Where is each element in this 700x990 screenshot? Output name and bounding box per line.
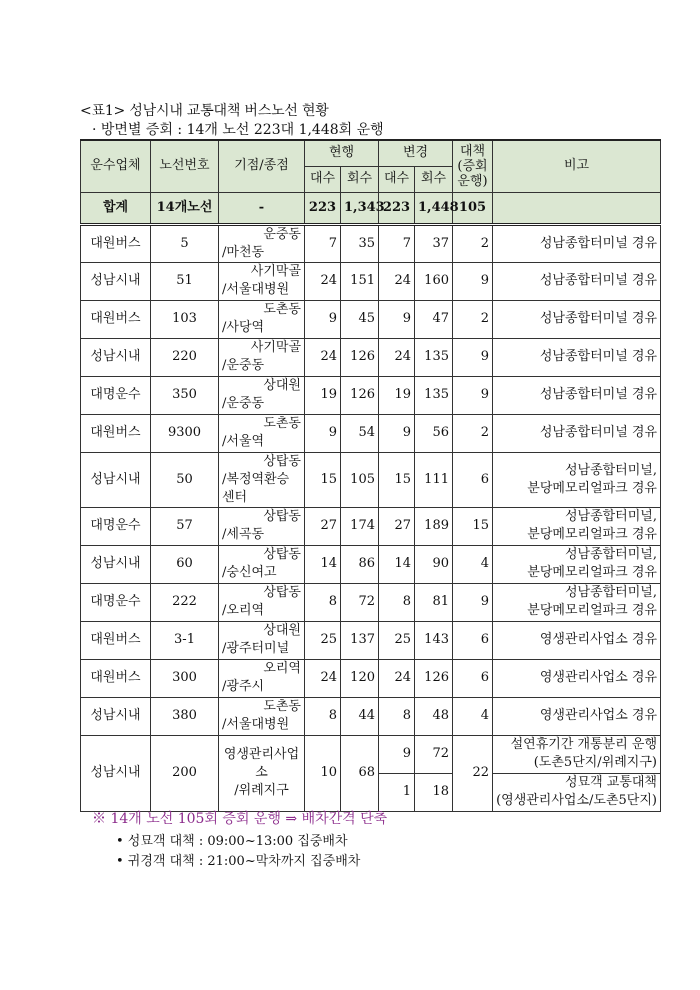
remarks-line: 성남종합터미널,	[564, 509, 657, 524]
route-number-cell: 350	[151, 376, 219, 414]
changed-count-cell: 15	[379, 452, 415, 507]
changed-count-cell: 27	[379, 507, 415, 545]
remarks-line: 분당메모리얼파크 경유	[527, 603, 657, 618]
current-runs-cell: 68	[341, 735, 379, 811]
table-row	[81, 376, 661, 414]
terminus-end: /마천동	[222, 244, 265, 260]
added-runs-cell: 4	[453, 545, 493, 583]
added-runs-cell: 2	[453, 414, 493, 452]
remarks-line: 성묘객 교통대책	[564, 775, 657, 790]
current-count-cell: 14	[305, 545, 341, 583]
changed-runs-cell: 56	[415, 414, 453, 452]
company-cell: 대원버스	[81, 621, 151, 659]
changed-count-cell: 9	[379, 414, 415, 452]
terminus-start: 영생관리사업소	[223, 747, 300, 780]
current-count-cell: 8	[305, 583, 341, 621]
terminus-cell	[219, 697, 305, 735]
changed-runs-cell: 18	[415, 773, 453, 811]
remarks-cell	[493, 545, 661, 583]
changed-count-cell: 7	[379, 224, 415, 262]
company-cell: 성남시내	[81, 338, 151, 376]
table-row	[81, 414, 661, 452]
terminus-start: 상탑동	[263, 585, 301, 600]
summary-routes: 14개노선	[151, 192, 219, 224]
header-current-count: 대수	[305, 166, 341, 192]
terminus-end: /사당역	[222, 320, 265, 335]
added-runs-cell: 6	[453, 452, 493, 507]
terminus-cell	[219, 621, 305, 659]
changed-runs-cell: 72	[415, 735, 453, 773]
remarks-cell	[493, 224, 661, 262]
added-runs-cell: 9	[453, 338, 493, 376]
table-row	[81, 452, 661, 507]
company-cell: 성남시내	[81, 697, 151, 735]
remarks-line: 분당메모리얼파크 경유	[527, 565, 657, 580]
current-runs-cell: 86	[341, 545, 379, 583]
current-runs-cell: 105	[341, 452, 379, 507]
terminus-start: 도촌동	[263, 416, 301, 431]
terminus-end: /운중동	[222, 396, 265, 411]
route-number-cell: 50	[151, 452, 219, 507]
current-runs-cell: 126	[341, 376, 379, 414]
terminus-start: 상탑동	[263, 453, 301, 469]
changed-count-cell: 24	[379, 262, 415, 300]
remarks-cell	[493, 300, 661, 338]
current-runs-cell: 120	[341, 659, 379, 697]
route-number-cell: 5	[151, 224, 219, 262]
remarks-line: 영생관리사업소 경유	[539, 708, 657, 723]
current-count-cell: 19	[305, 376, 341, 414]
company-cell: 성남시내	[81, 262, 151, 300]
current-runs-cell: 44	[341, 697, 379, 735]
table-row	[81, 697, 661, 735]
bullet-item: • 성묘객 대책 : 09:00~13:00 집중배차	[116, 834, 348, 849]
summary-current-runs: 1,343	[341, 192, 379, 224]
remarks-line: 영생관리사업소 경유	[539, 670, 657, 685]
summary-row	[81, 192, 661, 224]
header-current-runs: 회수	[341, 166, 379, 192]
route-number-cell: 300	[151, 659, 219, 697]
company-cell: 대명운수	[81, 583, 151, 621]
changed-count-cell: 8	[379, 697, 415, 735]
footnote: ※ 14개 노선 105회 증회 운행 ⇒ 배차간격 단축	[92, 811, 388, 827]
header-company: 운수업체	[81, 140, 151, 192]
remarks-line: 성남종합터미널 경유	[539, 387, 657, 402]
terminus-cell	[219, 338, 305, 376]
remarks-line: 성남종합터미널 경유	[539, 235, 657, 251]
added-runs-cell: 9	[453, 376, 493, 414]
company-cell: 대명운수	[81, 507, 151, 545]
changed-runs-cell: 37	[415, 224, 453, 262]
terminus-cell	[219, 452, 305, 507]
changed-runs-cell: 189	[415, 507, 453, 545]
current-count-cell: 15	[305, 452, 341, 507]
remarks-line: 성남종합터미널 경유	[539, 273, 657, 288]
terminus-cell	[219, 262, 305, 300]
terminus-cell	[219, 414, 305, 452]
header-remarks: 비고	[493, 140, 661, 192]
remarks-cell	[493, 452, 661, 507]
terminus-end: /운중동	[222, 358, 265, 373]
route-number-cell: 200	[151, 735, 219, 811]
company-cell: 대원버스	[81, 659, 151, 697]
terminus-start: 상대원	[263, 378, 301, 393]
terminus-start: 운중동	[263, 226, 301, 242]
table-row	[81, 338, 661, 376]
changed-runs-cell: 126	[415, 659, 453, 697]
header-current: 현행	[305, 140, 379, 166]
header-changed-count: 대수	[379, 166, 415, 192]
added-runs-cell: 6	[453, 659, 493, 697]
header-route-number: 노선번호	[151, 140, 219, 192]
changed-count-cell: 24	[379, 338, 415, 376]
summary-remarks	[493, 192, 661, 224]
remarks-cell	[493, 583, 661, 621]
company-cell: 대명운수	[81, 376, 151, 414]
summary-terminus: -	[219, 192, 305, 224]
remarks-cell	[493, 697, 661, 735]
changed-count-cell: 25	[379, 621, 415, 659]
header-changed: 변경	[379, 140, 453, 166]
remarks-cell	[493, 414, 661, 452]
added-runs-cell: 9	[453, 262, 493, 300]
remarks-cell	[493, 621, 661, 659]
route-number-cell: 51	[151, 262, 219, 300]
summary-current-count: 223	[305, 192, 341, 224]
terminus-cell	[219, 376, 305, 414]
terminus-start: 사기막골	[250, 264, 301, 279]
changed-runs-cell: 135	[415, 338, 453, 376]
changed-runs-cell: 135	[415, 376, 453, 414]
current-runs-cell: 151	[341, 262, 379, 300]
route-number-cell: 380	[151, 697, 219, 735]
route-number-cell: 9300	[151, 414, 219, 452]
changed-runs-cell: 47	[415, 300, 453, 338]
terminus-start: 상탑동	[263, 547, 301, 562]
terminus-start: 도촌동	[263, 302, 301, 317]
remarks-line: 성남종합터미널,	[564, 462, 657, 478]
current-count-cell: 24	[305, 262, 341, 300]
terminus-end: /서울대병원	[222, 282, 290, 297]
current-count-cell: 9	[305, 414, 341, 452]
header-changed-runs: 회수	[415, 166, 453, 192]
current-count-cell: 25	[305, 621, 341, 659]
remarks-line: 성남종합터미널,	[564, 585, 657, 600]
added-runs-cell: 2	[453, 300, 493, 338]
terminus-start: 오리역	[263, 661, 301, 676]
remarks-cell	[493, 262, 661, 300]
document-title: <표1> 성남시내 교통대책 버스노선 현황	[80, 103, 329, 119]
company-cell: 대원버스	[81, 300, 151, 338]
added-runs-cell: 22	[453, 735, 493, 811]
company-cell: 성남시내	[81, 735, 151, 811]
terminus-cell	[219, 659, 305, 697]
current-count-cell: 9	[305, 300, 341, 338]
table-row	[81, 545, 661, 583]
changed-count-cell: 14	[379, 545, 415, 583]
changed-runs-cell: 48	[415, 697, 453, 735]
table-row	[81, 659, 661, 697]
summary-added: 105	[453, 192, 493, 224]
changed-runs-cell: 143	[415, 621, 453, 659]
current-count-cell: 10	[305, 735, 341, 811]
route-number-cell: 103	[151, 300, 219, 338]
changed-runs-cell: 111	[415, 452, 453, 507]
terminus-cell	[219, 583, 305, 621]
bus-route-table	[80, 139, 661, 812]
current-runs-cell: 174	[341, 507, 379, 545]
remarks-cell	[493, 735, 661, 773]
remarks-line: 분당메모리얼파크 경유	[527, 480, 657, 496]
terminus-end: /서울역	[222, 434, 265, 449]
terminus-end: /오리역	[222, 603, 265, 618]
terminus-cell	[219, 300, 305, 338]
remarks-line: 성남종합터미널 경유	[539, 425, 657, 440]
terminus-end: /서울대병원	[222, 717, 290, 732]
changed-runs-cell: 81	[415, 583, 453, 621]
table-row	[81, 300, 661, 338]
changed-runs-cell: 160	[415, 262, 453, 300]
company-cell: 대원버스	[81, 224, 151, 262]
terminus-start: 도촌동	[263, 699, 301, 714]
current-runs-cell: 72	[341, 583, 379, 621]
added-runs-cell: 6	[453, 621, 493, 659]
route-number-cell: 3-1	[151, 621, 219, 659]
table-row	[81, 507, 661, 545]
remarks-line: 성남종합터미널 경유	[539, 311, 657, 326]
remarks-line: 성남종합터미널 경유	[539, 349, 657, 364]
remarks-line: (도촌5단지/위례지구)	[533, 755, 657, 770]
remarks-cell	[493, 507, 661, 545]
company-cell: 대원버스	[81, 414, 151, 452]
terminus-start: 상대원	[263, 623, 301, 638]
route-number-cell: 220	[151, 338, 219, 376]
current-runs-cell: 45	[341, 300, 379, 338]
current-count-cell: 7	[305, 224, 341, 262]
changed-count-cell: 8	[379, 583, 415, 621]
table-row	[81, 621, 661, 659]
table-row	[81, 262, 661, 300]
current-count-cell: 27	[305, 507, 341, 545]
current-count-cell: 24	[305, 659, 341, 697]
remarks-line: 설연휴기간 개통분리 운행	[510, 737, 657, 752]
added-runs-cell: 15	[453, 507, 493, 545]
terminus-cell	[219, 735, 305, 811]
changed-count-cell: 19	[379, 376, 415, 414]
terminus-end: /광주터미널	[222, 641, 290, 656]
added-runs-cell: 2	[453, 224, 493, 262]
remarks-line: 성남종합터미널,	[564, 547, 657, 562]
terminus-start: 상탑동	[263, 509, 301, 524]
summary-label: 합계	[81, 192, 151, 224]
company-cell: 성남시내	[81, 545, 151, 583]
header-terminus: 기점/종점	[219, 140, 305, 192]
changed-count-cell: 9	[379, 735, 415, 773]
header-measure: 대책(증회운행)	[453, 140, 493, 192]
remarks-cell	[493, 376, 661, 414]
current-count-cell: 8	[305, 697, 341, 735]
remarks-cell	[493, 659, 661, 697]
remarks-line: 분당메모리얼파크 경유	[527, 527, 657, 542]
terminus-end: /위례지구	[234, 783, 289, 798]
bullet-item: • 귀경객 대책 : 21:00~막차까지 집중배차	[116, 854, 361, 869]
summary-changed-count: 223	[379, 192, 415, 224]
terminus-cell	[219, 224, 305, 262]
remarks-cell	[493, 773, 661, 811]
table-row	[81, 224, 661, 262]
terminus-cell	[219, 507, 305, 545]
table-row	[81, 583, 661, 621]
terminus-end: /세곡동	[222, 527, 265, 542]
changed-count-cell: 24	[379, 659, 415, 697]
changed-runs-cell: 90	[415, 545, 453, 583]
route-number-cell: 222	[151, 583, 219, 621]
changed-count-cell: 9	[379, 300, 415, 338]
terminus-end: /숭신여고	[222, 565, 277, 580]
company-cell: 성남시내	[81, 452, 151, 507]
current-runs-cell: 137	[341, 621, 379, 659]
changed-count-cell: 1	[379, 773, 415, 811]
table-row	[81, 735, 661, 773]
route-number-cell: 57	[151, 507, 219, 545]
remarks-cell	[493, 338, 661, 376]
current-runs-cell: 54	[341, 414, 379, 452]
remarks-line: 영생관리사업소 경유	[539, 632, 657, 647]
route-number-cell: 60	[151, 545, 219, 583]
added-runs-cell: 9	[453, 583, 493, 621]
current-runs-cell: 35	[341, 224, 379, 262]
terminus-end: /복정역환승센터	[222, 471, 290, 505]
summary-changed-runs: 1,448	[415, 192, 453, 224]
terminus-end: /광주시	[222, 679, 265, 694]
terminus-cell	[219, 545, 305, 583]
current-count-cell: 24	[305, 338, 341, 376]
added-runs-cell: 4	[453, 697, 493, 735]
remarks-line: (영생관리사업소/도촌5단지)	[496, 793, 657, 808]
current-runs-cell: 126	[341, 338, 379, 376]
document-subtitle: · 방면별 증회 : 14개 노선 223대 1,448회 운행	[92, 122, 384, 138]
terminus-start: 사기막골	[250, 340, 301, 355]
